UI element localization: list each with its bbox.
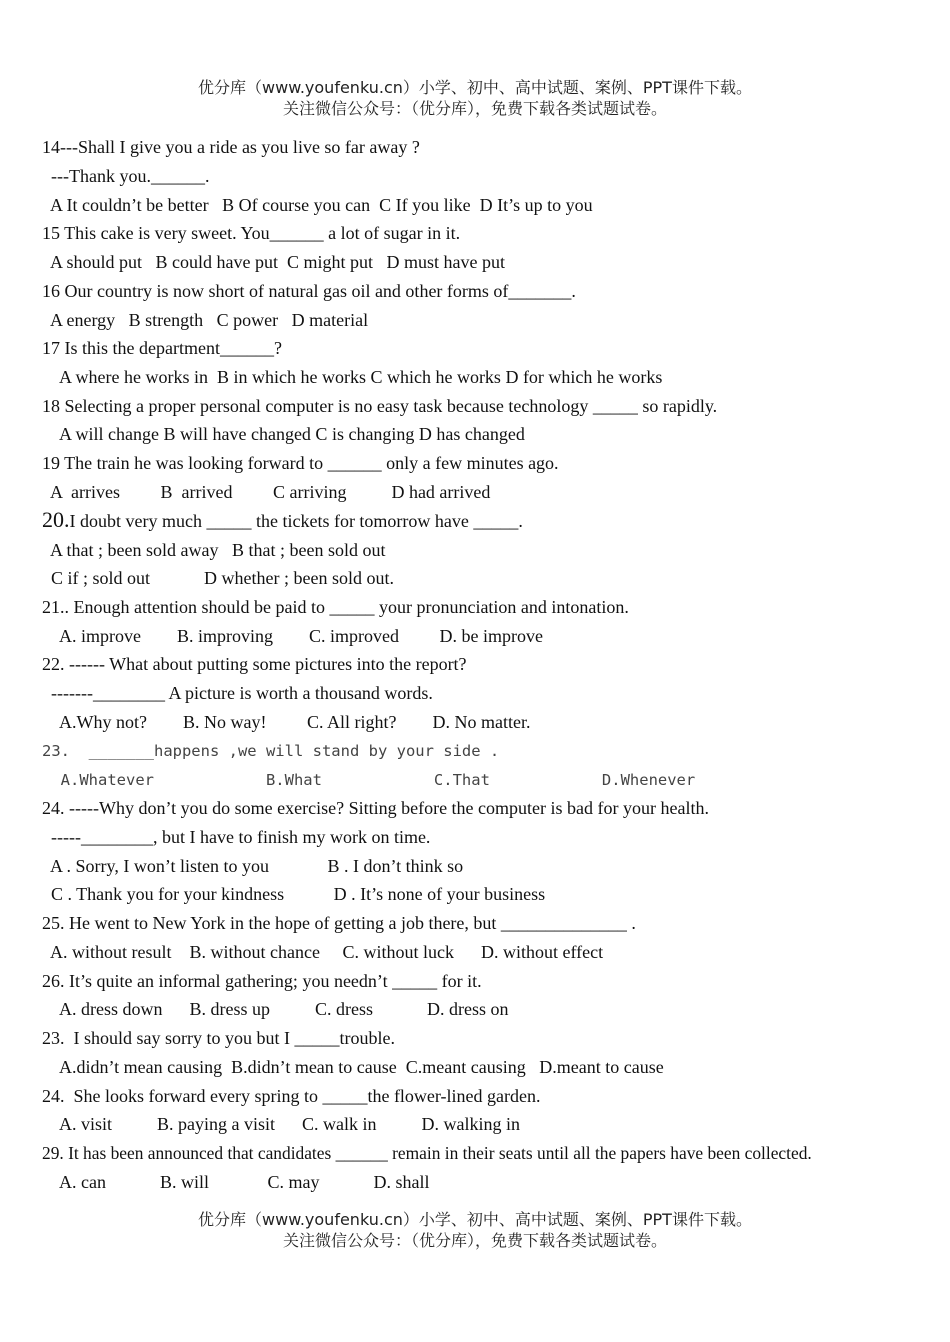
question-21-options: A. improve B. improving C. improved D. be improve <box>42 626 543 646</box>
page-header <box>0 77 950 119</box>
question-18-stem: 18 Selecting a proper personal computer is no easy task because technology _____ so rapidly. <box>42 396 718 416</box>
question-20-stem <box>42 509 523 532</box>
question-14-reply: ---Thank you.______. <box>42 166 210 186</box>
question-15-options: A should put B could have put C might put D must have put <box>42 252 505 272</box>
question-26-stem: 26. It’s quite an informal gathering; you needn’t _____ for it. <box>42 971 482 991</box>
question-21-stem: 21.. Enough attention should be paid to _____ your pronunciation and intonation. <box>42 597 629 617</box>
question-19-stem: 19 The train he was looking forward to ______ only a few minutes ago. <box>42 453 559 473</box>
question-23a-stem: 23. _______happens ,we will stand by your side . <box>42 742 500 760</box>
question-20-options-c-d: C if ; sold out D whether ; been sold out. <box>42 568 394 588</box>
footer-line-2: 关注微信公众号：（优分库），免费下载各类试题试卷。 <box>282 1231 667 1250</box>
question-25-stem: 25. He went to New York in the hope of getting a job there, but ______________ . <box>42 913 636 933</box>
question-26-options: A. dress down B. dress up C. dress D. dress on <box>42 999 509 1019</box>
footer-line-1: 优分库（www.youfenku.cn）小学、初中、高中试题、案例、PPT课件下载。 <box>198 1210 752 1229</box>
question-20-number: 20. <box>42 507 70 532</box>
question-14-stem: 14---Shall I give you a ride as you live so far away ? <box>42 137 420 157</box>
question-19-options: A arrives B arrived C arriving D had arrived <box>42 482 491 502</box>
question-25-options: A. without result B. without chance C. without luck D. without effect <box>42 942 604 962</box>
question-23a-options: A.Whatever B.What C.That D.Whenever <box>42 771 696 789</box>
question-20-text: I doubt very much _____ the tickets for tomorrow have _____. <box>69 511 523 531</box>
question-24a-options-c-d: C . Thank you for your kindness D . It’s none of your business <box>42 884 546 904</box>
question-29-stem: 29. It has been announced that candidates ______ remain in their seats until all the papers have been collected. <box>42 1143 812 1163</box>
question-16-options: A energy B strength C power D material <box>42 310 369 330</box>
question-24b-stem: 24. She looks forward every spring to _____the flower-lined garden. <box>42 1086 541 1106</box>
question-29-options: A. can B. will C. may D. shall <box>42 1172 430 1192</box>
question-23b-stem: 23. I should say sorry to you but I _____trouble. <box>42 1028 395 1048</box>
header-line-2: 关注微信公众号：（优分库），免费下载各类试题试卷。 <box>282 99 667 118</box>
question-18-options: A will change B will have changed C is changing D has changed <box>42 424 525 444</box>
question-20-options-a-b: A that ; been sold away B that ; been sold out <box>42 540 386 560</box>
question-24b-options: A. visit B. paying a visit C. walk in D. walking in <box>42 1114 520 1134</box>
question-22-reply: -------________ A picture is worth a thousand words. <box>42 683 433 703</box>
header-line-1: 优分库（www.youfenku.cn）小学、初中、高中试题、案例、PPT课件下载。 <box>198 78 752 97</box>
question-17-stem: 17 Is this the department______? <box>42 338 282 358</box>
question-16-stem: 16 Our country is now short of natural gas oil and other forms of_______. <box>42 281 576 301</box>
question-17-options: A where he works in B in which he works C which he works D for which he works <box>42 367 663 387</box>
question-24a-reply: -----________, but I have to finish my work on time. <box>42 827 431 847</box>
page-footer <box>0 1209 950 1251</box>
question-23b-options: A.didn’t mean causing B.didn’t mean to cause C.meant causing D.meant to cause <box>42 1057 664 1077</box>
question-22-options: A.Why not? B. No way! C. All right? D. No matter. <box>42 712 531 732</box>
question-24a-options-a-b: A . Sorry, I won’t listen to you B . I don’t think so <box>42 856 464 876</box>
question-22-stem: 22. ------ What about putting some pictures into the report? <box>42 654 467 674</box>
question-24a-stem: 24. -----Why don’t you do some exercise? Sitting before the computer is bad for your health. <box>42 798 709 818</box>
question-15-stem: 15 This cake is very sweet. You______ a lot of sugar in it. <box>42 223 461 243</box>
question-14-options: A It couldn’t be better B Of course you can C If you like D It’s up to you <box>42 195 593 215</box>
